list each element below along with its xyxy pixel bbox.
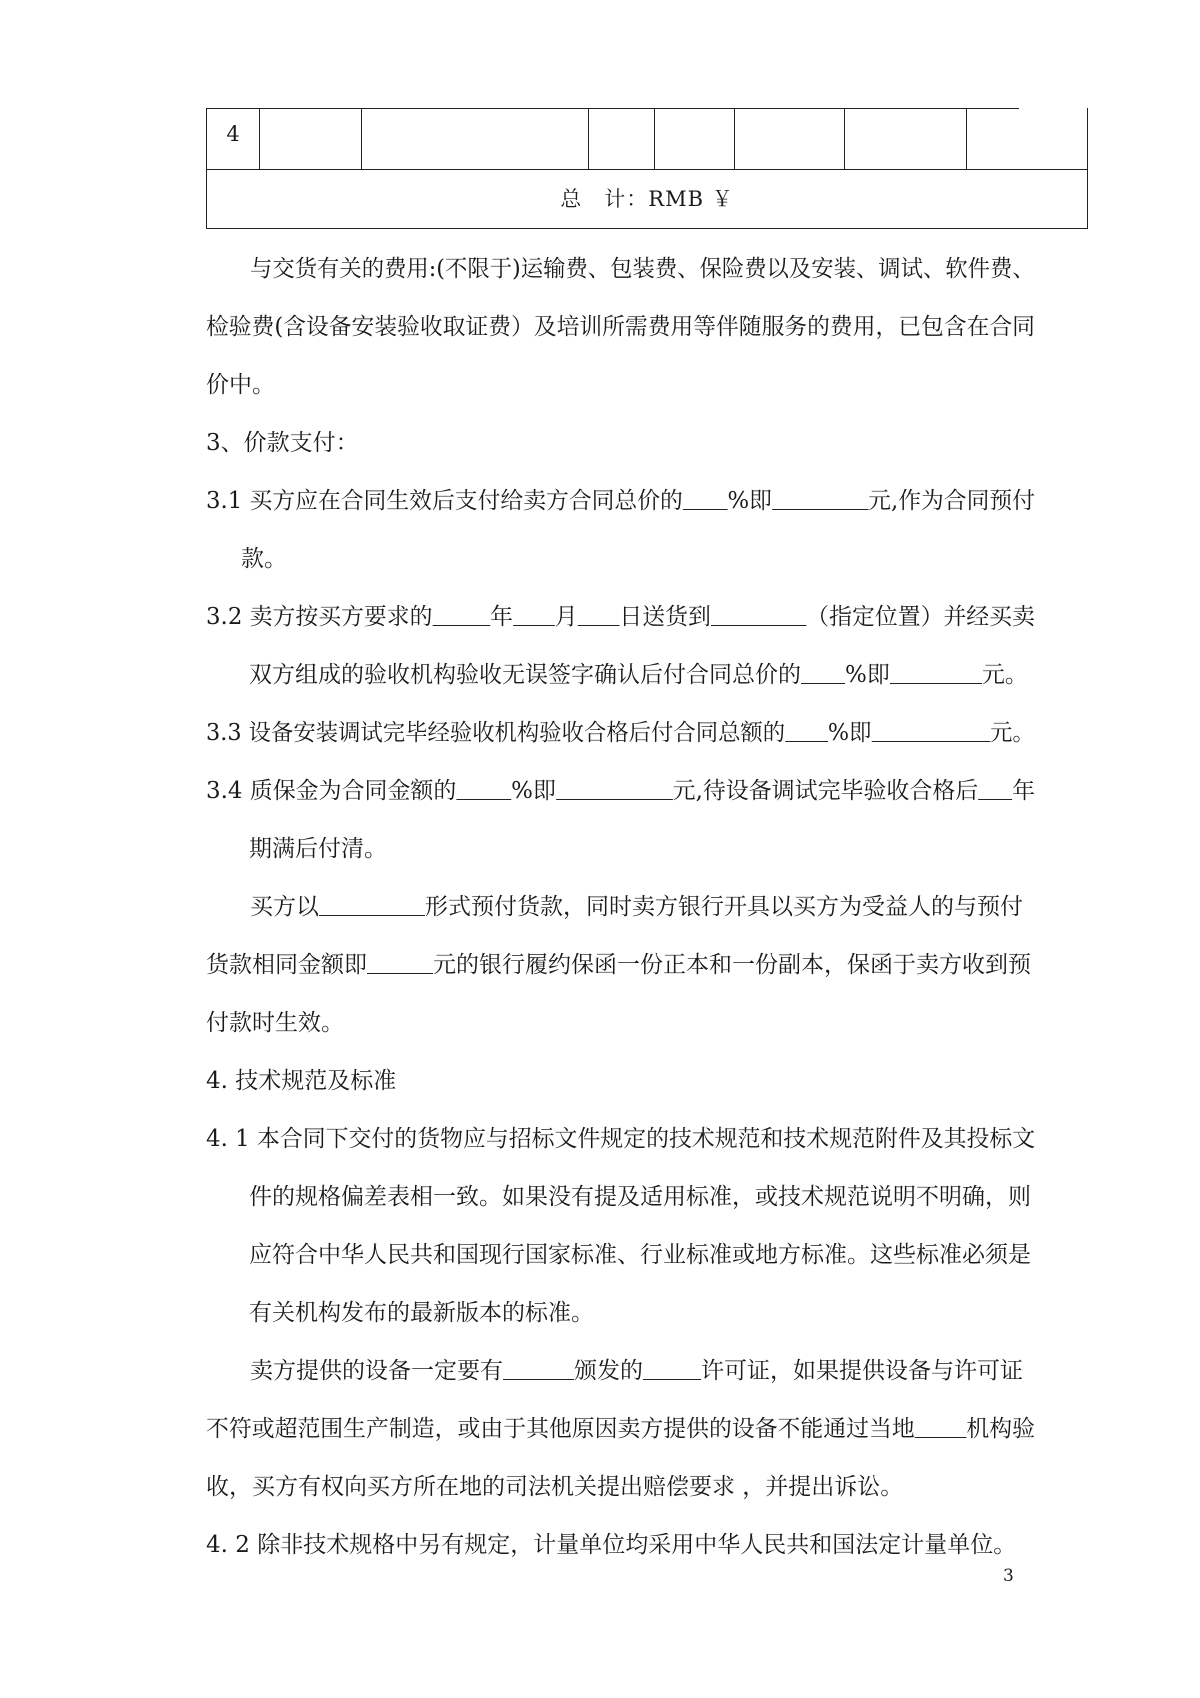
clause-text: 许可证，如果提供设备与许可证 bbox=[701, 1358, 1023, 1384]
column-divider bbox=[966, 108, 967, 169]
blank-field bbox=[643, 1357, 701, 1380]
clause-text: %即 bbox=[845, 662, 890, 688]
clause-4-1-line: 4. 1 本合同下交付的货物应与招标文件规定的技术规范和技术规范附件及其投标文 bbox=[206, 1126, 1036, 1152]
blank-field bbox=[319, 893, 425, 916]
blank-field bbox=[915, 1415, 967, 1438]
price-table bbox=[206, 108, 1086, 230]
clause-text: 买方以 bbox=[250, 894, 319, 920]
clause-4-1-cont: 有关机构发布的最新版本的标准。 bbox=[249, 1300, 594, 1326]
blank-field bbox=[711, 603, 806, 626]
column-divider bbox=[654, 108, 655, 169]
clause-text: 日送货到 bbox=[619, 604, 711, 630]
blank-field bbox=[367, 951, 433, 974]
blank-field bbox=[890, 661, 982, 684]
license-line-1 bbox=[250, 1356, 1023, 1386]
clause-3-2-cont bbox=[249, 660, 1028, 690]
clause-text: 货款相同金额即 bbox=[206, 952, 367, 978]
prepay-line-1 bbox=[250, 892, 1023, 922]
clause-3-3-line bbox=[206, 718, 1035, 748]
clause-text: 形式预付货款，同时卖方银行开具以买方为受益人的与预付 bbox=[425, 894, 1023, 920]
clause-text: 颁发的 bbox=[574, 1358, 643, 1384]
blank-field bbox=[456, 777, 511, 800]
row-number: 4 bbox=[226, 122, 240, 146]
clause-3-4-cont: 期满后付清。 bbox=[249, 836, 387, 862]
clause-text: 元,待设备调试完毕验收合格后 bbox=[672, 778, 979, 804]
blank-field bbox=[578, 603, 620, 626]
clause-text: 元,作为合同预付 bbox=[868, 488, 1036, 514]
clause-text: 3.1 买方应在合同生效后支付给卖方合同总价的 bbox=[206, 488, 683, 514]
section-heading: 4. 技术规范及标准 bbox=[206, 1068, 397, 1094]
clause-text: 元。 bbox=[990, 720, 1035, 746]
section-heading: 3、价款支付： bbox=[206, 430, 359, 456]
total-label: 总 计：RMB ￥ bbox=[560, 187, 734, 211]
clause-text: （指定位置）并经买卖 bbox=[806, 604, 1035, 630]
prepay-line-2 bbox=[206, 950, 1031, 980]
clause-text: 不符或超范围生产制造，或由于其他原因卖方提供的设备不能通过当地 bbox=[206, 1416, 915, 1442]
clause-text: 3.2 卖方按买方要求的 bbox=[206, 604, 433, 630]
clause-text: 双方组成的验收机构验收无误签字确认后付合同总价的 bbox=[249, 662, 801, 688]
clause-text: 元。 bbox=[981, 662, 1028, 688]
blank-field bbox=[801, 661, 845, 684]
blank-field bbox=[433, 603, 491, 626]
paragraph-line: 与交货有关的费用:(不限于)运输费、包装费、保险费以及安装、调试、软件费、 bbox=[250, 256, 1035, 282]
column-divider bbox=[361, 108, 362, 169]
clause-4-2-line: 4. 2 除非技术规格中另有规定，计量单位均采用中华人民共和国法定计量单位。 bbox=[206, 1532, 1017, 1558]
paragraph-line: 价中。 bbox=[206, 372, 275, 398]
blank-field bbox=[772, 487, 868, 510]
column-divider bbox=[259, 108, 260, 169]
clause-4-1-cont: 件的规格偏差表相一致。如果没有提及适用标准，或技术规范说明不明确，则 bbox=[249, 1184, 1031, 1210]
clause-3-1-cont: 款。 bbox=[241, 546, 287, 572]
clause-text: 年 bbox=[490, 604, 514, 630]
page-number: 3 bbox=[1003, 1566, 1014, 1586]
clause-3-2-line bbox=[206, 602, 1035, 632]
clause-3-4-line bbox=[206, 776, 1035, 806]
blank-field bbox=[978, 777, 1012, 800]
clause-4-1-cont: 应符合中华人民共和国现行国家标准、行业标准或地方标准。这些标准必须是 bbox=[249, 1242, 1031, 1268]
table-total-row bbox=[206, 169, 1088, 229]
prepay-line-3: 付款时生效。 bbox=[206, 1010, 344, 1036]
clause-text: %即 bbox=[827, 720, 872, 746]
paragraph-line: 检验费(含设备安装验收取证费）及培训所需费用等伴随服务的费用，已包含在合同 bbox=[206, 314, 1035, 340]
clause-text: 3.4 质保金为合同金额的 bbox=[206, 778, 457, 804]
blank-field bbox=[556, 777, 673, 800]
column-divider bbox=[734, 108, 735, 169]
license-line-3: 收，买方有权向买方所在地的司法机关提出赔偿要求 ，并提出诉讼。 bbox=[206, 1474, 904, 1500]
clause-text: 元的银行履约保函一份正本和一份副本，保函于卖方收到预 bbox=[433, 952, 1031, 978]
table-row bbox=[206, 108, 1088, 169]
clause-text: 机构验 bbox=[966, 1416, 1035, 1442]
clause-3-1-line bbox=[206, 486, 1035, 516]
blank-field bbox=[503, 1357, 574, 1380]
clause-text: 3.3 设备安装调试完毕经验收机构验收合格后付合同总额的 bbox=[206, 720, 786, 746]
clause-text: 卖方提供的设备一定要有 bbox=[250, 1358, 503, 1384]
clause-text: 月 bbox=[554, 604, 578, 630]
blank-field bbox=[513, 603, 555, 626]
clause-text: %即 bbox=[727, 488, 772, 514]
blank-field bbox=[785, 719, 828, 742]
blank-field bbox=[683, 487, 728, 510]
column-divider bbox=[844, 108, 845, 169]
clause-text: %即 bbox=[511, 778, 556, 804]
clause-text: 年 bbox=[1012, 778, 1036, 804]
blank-field bbox=[872, 719, 991, 742]
license-line-2 bbox=[206, 1414, 1035, 1444]
column-divider bbox=[588, 108, 589, 169]
